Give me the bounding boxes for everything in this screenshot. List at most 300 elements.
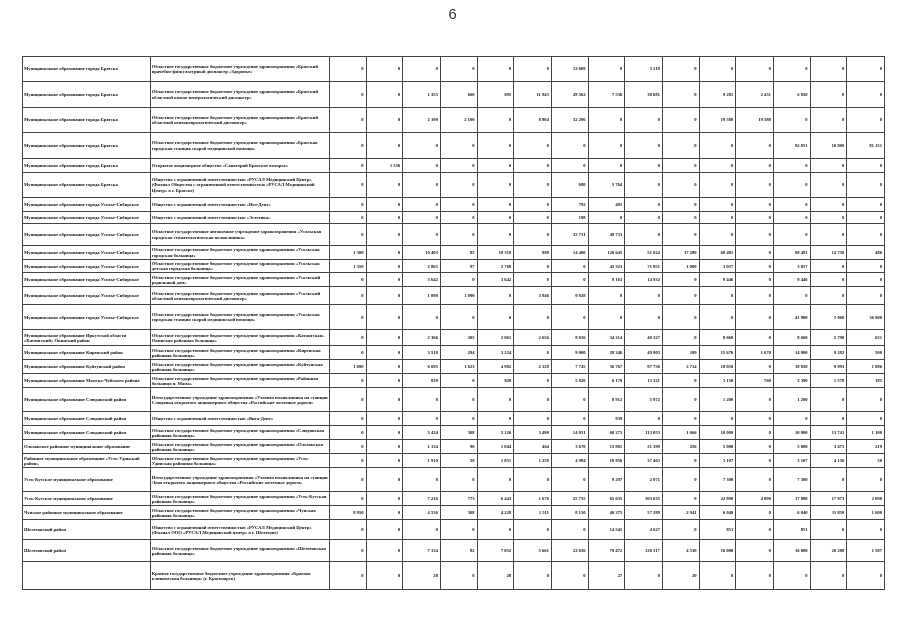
organization-cell: Областное государственное бюджетное учреждение здравоохранения «Шелеховская районная больница» [150,540,329,562]
value-cell: 12 669 [551,57,588,82]
value-cell: 0 [625,212,663,224]
value-cell: 1 200 [773,388,810,412]
value-cell: 2 366 [403,330,441,346]
value-cell: 9 928 [551,287,588,305]
value-cell: 68 481 [773,246,810,260]
value-cell: 0 [736,330,774,346]
value-cell: 0 [662,273,699,287]
value-cell: 0 [625,133,663,159]
value-cell: 0 [403,520,441,540]
value-cell: 0 [847,82,885,108]
value-cell: 0 [736,468,774,492]
value-cell: 13 741 [810,426,847,440]
table-row [23,82,885,108]
value-cell: 0 [847,388,885,412]
value-cell: 1 090 [403,287,441,305]
value-cell: 0 [662,330,699,346]
value-cell: 0 [625,159,663,173]
value-cell: 0 [736,198,774,212]
value-cell: 0 [329,133,366,159]
value-cell: 1 350 [329,260,366,273]
value-cell: 0 [736,159,774,173]
value-cell: 464 [514,440,552,454]
value-cell: 0 [773,224,810,246]
value-cell: 0 [366,273,403,287]
value-cell: 2 714 [662,360,699,374]
value-cell: 0 [551,388,588,412]
table-row [23,468,885,492]
value-cell: 0 [366,440,403,454]
value-cell: 1 910 [403,454,441,468]
value-cell: 0 [699,173,736,198]
value-cell: 3 150 [699,374,736,388]
value-cell: 500 [847,346,885,360]
value-cell: 305 [440,330,477,346]
organization-cell: Общество с ограниченной ответственностью «Вита-Дент» [150,412,329,426]
municipality-cell: Чунское районное муниципальное образование [23,506,151,520]
table-row [23,212,885,224]
value-cell: 1 676 [514,492,552,506]
value-cell: 19 580 [699,108,736,133]
value-cell: 3 490 [514,426,552,440]
value-cell: 0 [366,133,403,159]
value-cell: 0 [662,224,699,246]
value-cell: 0 [847,173,885,198]
value-cell: 2 071 [625,468,663,492]
organization-cell: Областное государственное бюджетное учреждение здравоохранения «Киренская районная больница» [150,346,329,360]
value-cell: 51 024 [625,246,663,260]
value-cell: 90 [440,440,477,454]
value-cell: 5 972 [625,388,663,412]
value-cell: 5 661 [514,540,552,562]
value-cell: 6 443 [477,492,514,506]
value-cell: 4 627 [625,520,663,540]
value-cell: 0 [699,212,736,224]
value-cell: 41 900 [773,305,810,330]
municipality-cell: Муниципальное образование города Усолье-Сибирское [23,273,151,287]
table-body [23,57,885,590]
value-cell: 792 [551,198,588,212]
value-cell: 0 [366,426,403,440]
value-cell: 37 280 [662,246,699,260]
value-cell: 16 000 [699,540,736,562]
value-cell: 3 518 [403,346,441,360]
table-row [23,492,885,506]
value-cell: 0 [699,287,736,305]
value-cell: 0 [625,412,663,426]
value-cell: 25 755 [551,492,588,506]
value-cell: 3 946 [514,287,552,305]
value-cell: 0 [329,82,366,108]
value-cell: 0 [514,198,552,212]
municipality-cell: Муниципальное образование города Братска [23,57,151,82]
value-cell: 1 134 [403,440,441,454]
table-row [23,224,885,246]
value-cell: 0 [440,159,477,173]
value-cell: 0 [810,412,847,426]
value-cell: 0 [773,108,810,133]
value-cell: 0 [366,108,403,133]
value-cell: 0 [366,374,403,388]
value-cell: 0 [477,224,514,246]
value-cell: 22 890 [699,492,736,506]
value-cell: 0 [366,360,403,374]
value-cell: 0 [625,173,663,198]
value-cell: 1 578 [810,374,847,388]
value-cell: 5 790 [810,330,847,346]
value-cell: 0 [403,412,441,426]
value-cell: 1 690 [329,360,366,374]
value-cell: 0 [736,360,774,374]
organization-cell: Общество с ограниченной ответственностью «Эстетика» [150,212,329,224]
value-cell: 8 150 [551,506,588,520]
value-cell: 0 [662,520,699,540]
organization-cell: Областное государственное бюджетное учреждение здравоохранения «Районная больница п. Мама» [150,374,329,388]
municipality-cell: Муниципальное образование города Усолье-Сибирское [23,260,151,273]
value-cell: 0 [329,492,366,506]
value-cell: 0 [366,82,403,108]
value-cell: 0 [847,468,885,492]
value-cell: 0 [773,159,810,173]
value-cell: 0 [514,468,552,492]
value-cell: 4 982 [477,360,514,374]
value-cell: 0 [514,212,552,224]
value-cell: 0 [514,273,552,287]
value-cell: 7 300 [699,468,736,492]
value-cell: 40 327 [625,330,663,346]
value-cell: 0 [366,173,403,198]
value-cell: 0 [810,173,847,198]
municipality-cell: Шелеховский район [23,520,151,540]
value-cell: 0 [440,374,477,388]
value-cell: 0 [403,159,441,173]
value-cell: 0 [588,159,625,173]
value-cell: 6 695 [403,360,441,374]
value-cell: 0 [551,412,588,426]
value-cell: 0 [847,287,885,305]
value-cell: 0 [588,133,625,159]
value-cell: 1 670 [736,346,774,360]
value-cell: 4 536 [403,506,441,520]
value-cell: 0 [329,108,366,133]
value-cell: 18 050 [699,360,736,374]
value-cell: 0 [773,212,810,224]
value-cell: 0 [662,454,699,468]
value-cell: 65 635 [588,492,625,506]
value-cell: 0 [588,108,625,133]
value-cell: 0 [736,173,774,198]
organization-cell: Общество с ограниченной ответственностью «РУСАЛ Медицинский Центр» (Филиал Общества с ограниченной ответственностью «РУСАЛ Медицинский Центр» в г. Братске) [150,173,329,198]
value-cell: 8 804 [514,108,552,133]
value-cell: 0 [366,305,403,330]
value-cell: 0 [847,212,885,224]
value-cell: 851 [773,520,810,540]
municipality-cell: Муниципальное образование города Усолье-Сибирское [23,224,151,246]
organization-cell: Областное государственное бюджетное учреждение здравоохранения «Усольская детская городская больница» [150,260,329,273]
value-cell: 0 [625,305,663,330]
value-cell: 0 [625,287,663,305]
value-cell: 1 006 [847,360,885,374]
municipality-cell: Муниципальное образование города Братска [23,82,151,108]
value-cell: 185 [847,374,885,388]
value-cell: 0 [329,173,366,198]
value-cell: 0 [366,492,403,506]
value-cell: 0 [403,57,441,82]
value-cell: 0 [662,57,699,82]
value-cell: 34 214 [588,330,625,346]
value-cell: 0 [366,412,403,426]
value-cell: 1 258 [514,454,552,468]
value-cell: 0 [366,287,403,305]
value-cell: 0 [736,506,774,520]
value-cell: 0 [440,468,477,492]
value-cell: 1 100 [847,426,885,440]
value-cell: 27 [588,562,625,590]
value-cell: 92 051 [773,133,810,159]
value-cell: 8 950 [329,506,366,520]
value-cell: 0 [736,540,774,562]
value-cell: 1 511 [514,506,552,520]
value-cell: 20 [662,562,699,590]
municipality-cell: Муниципальное образование Киренский район [23,346,151,360]
municipality-cell: Муниципальное образование города Усолье-Сибирское [23,212,151,224]
value-cell: 9 446 [773,273,810,287]
value-cell: 6 040 [699,506,736,520]
value-cell: 0 [662,133,699,159]
value-cell: 0 [662,388,699,412]
value-cell: 0 [329,287,366,305]
organization-cell: Областное государственное бюджетное учреждение здравоохранения «Братский областной психоневрологический диспансер» [150,108,329,133]
value-cell: 6 040 [773,506,810,520]
value-cell: 0 [440,412,477,426]
municipality-cell: Муниципальное образование города Усолье-Сибирское [23,198,151,212]
value-cell: 1 000 [662,260,699,273]
organization-cell: Областное государственное автономное учреждение здравоохранения «Усольская городская стоматологическая поликлиника» [150,224,329,246]
value-cell: 0 [736,287,774,305]
value-cell: 0 [699,198,736,212]
value-cell: 2 768 [477,260,514,273]
value-cell: 760 [736,374,774,388]
value-cell: 4 984 [551,454,588,468]
value-cell: 0 [551,562,588,590]
value-cell: 0 [403,133,441,159]
value-cell: 0 [662,159,699,173]
value-cell: 15 321 [625,374,663,388]
table-row [23,173,885,198]
value-cell: 0 [625,198,663,212]
value-cell: 109 [662,346,699,360]
table-row [23,108,885,133]
value-cell: 0 [810,82,847,108]
value-cell: 14 400 [551,246,588,260]
value-cell: 3 224 [477,346,514,360]
value-cell: 10 000 [773,426,810,440]
organization-cell: Областное государственное бюджетное учреждение здравоохранения «Куйтунская районная больница» [150,360,329,374]
value-cell: 0 [699,562,736,590]
organization-cell: Областное государственное бюджетное учреждение здравоохранения «Братская городская станция скорой медицинской помощи» [150,133,329,159]
table-row [23,520,885,540]
value-cell: 18 856 [588,454,625,468]
organization-cell: Общество с ограниченной ответственностью «РУСАЛ Медицинский Центр» (Филиал ООО «РУСАЛ Медицинский центр» в г. Шелехове) [150,520,329,540]
value-cell: 0 [329,346,366,360]
value-cell: 0 [366,198,403,212]
value-cell: 0 [736,246,774,260]
value-cell: 97 [440,260,477,273]
value-cell: 0 [662,212,699,224]
value-cell: 0 [736,273,774,287]
municipality-cell: Муниципальное образование города Усолье-Сибирское [23,305,151,330]
value-cell: 0 [329,198,366,212]
value-cell: 0 [477,412,514,426]
value-cell: 0 [736,454,774,468]
value-cell: 36 900 [847,305,885,330]
value-cell: 0 [810,388,847,412]
value-cell: 9 297 [588,468,625,492]
value-cell: 7 536 [588,82,625,108]
value-cell: 0 [773,198,810,212]
value-cell: 0 [403,198,441,212]
value-cell: 5 000 [699,440,736,454]
value-cell: 0 [699,57,736,82]
value-cell: 0 [329,440,366,454]
organization-cell: Областное государственное бюджетное учреждение здравоохранения «Усть-Кутская районная больница» [150,492,329,506]
value-cell: 0 [514,57,552,82]
value-cell: 49 733 [588,224,625,246]
table-row [23,198,885,212]
table-row [23,287,885,305]
value-cell: 0 [366,212,403,224]
municipality-cell [23,562,151,590]
value-cell: 0 [810,224,847,246]
value-cell: 28 [477,562,514,590]
value-cell: 0 [736,305,774,330]
value-cell: 4 800 [736,492,774,506]
value-cell: 0 [366,540,403,562]
value-cell: 7 216 [403,492,441,506]
value-cell: 50 [847,454,885,468]
value-cell: 1 556 [366,159,403,173]
organization-cell: Областное государственное бюджетное учреждение здравоохранения «Слюдянская районная больница» [150,426,329,440]
value-cell: 2 431 [736,82,774,108]
value-cell: 11 850 [810,506,847,520]
value-cell: 57 289 [625,506,663,520]
value-cell: 0 [810,198,847,212]
value-cell: 0 [477,468,514,492]
value-cell: 71 951 [625,260,663,273]
value-cell: 38 681 [625,82,663,108]
value-cell: 0 [329,520,366,540]
value-cell: 0 [662,82,699,108]
value-cell: 21 399 [625,440,663,454]
value-cell: 0 [736,520,774,540]
value-cell: 0 [736,260,774,273]
value-cell: 2 000 [847,492,885,506]
table-row [23,273,885,287]
value-cell: 19 580 [736,108,774,133]
value-cell: 4 136 [810,454,847,468]
value-cell: 0 [588,287,625,305]
value-cell: 486 [847,246,885,260]
value-cell: 36 767 [588,360,625,374]
organization-cell: Областное государственное бюджетное учреждение здравоохранения «Усольская городская больница» [150,246,329,260]
value-cell: 97 736 [625,360,663,374]
value-cell: 120 645 [588,246,625,260]
value-cell: 5 126 [477,426,514,440]
value-cell: 0 [551,159,588,173]
value-cell: 0 [699,305,736,330]
organization-cell: Открытое акционерное общество «Санаторий Братское взморье» [150,159,329,173]
value-cell: 0 [366,330,403,346]
value-cell: 0 [403,224,441,246]
organization-cell: Общество с ограниченной ответственностью «Нео-Дент» [150,198,329,212]
data-table [22,56,885,590]
value-cell: 0 [810,108,847,133]
value-cell: 60 273 [588,426,625,440]
table-row [23,506,885,520]
value-cell: 0 [810,287,847,305]
value-cell: 3 670 [551,440,588,454]
value-cell: 0 [329,273,366,287]
value-cell: 0 [440,520,477,540]
municipality-cell: Муниципальное образование города Братска [23,108,151,133]
value-cell: 0 [847,412,885,426]
municipality-cell: Муниципальное образование города Братска [23,173,151,198]
value-cell: 0 [847,562,885,590]
value-cell: 0 [625,562,663,590]
value-cell: 0 [736,440,774,454]
value-cell: 0 [477,287,514,305]
value-cell: 0 [514,305,552,330]
value-cell: 0 [736,412,774,426]
municipality-cell: Муниципальное образование Иркутской области «Катангский» Окинский район [23,330,151,346]
municipality-cell: Муниципальное образование Слюдянский район [23,426,151,440]
value-cell: 0 [329,388,366,412]
value-cell: 0 [514,520,552,540]
value-cell: 0 [736,224,774,246]
value-cell: 10 403 [403,246,441,260]
value-cell: 0 [699,133,736,159]
value-cell: 0 [440,198,477,212]
value-cell: 0 [440,273,477,287]
value-cell: 401 [588,198,625,212]
value-cell: 49 903 [625,346,663,360]
table-row [23,562,885,590]
value-cell: 82 [440,540,477,562]
value-cell: 0 [847,159,885,173]
value-cell: 16 000 [773,540,810,562]
value-cell: 0 [810,57,847,82]
value-cell: 28 [403,562,441,590]
value-cell: 0 [514,159,552,173]
municipality-cell: Шелеховский район [23,540,151,562]
table-row [23,540,885,562]
value-cell: 3 107 [773,454,810,468]
value-cell: 3 642 [403,273,441,287]
value-cell: 0 [440,388,477,412]
value-cell: 0 [773,57,810,82]
value-cell: 0 [514,173,552,198]
value-cell: 0 [477,520,514,540]
value-cell: 0 [514,412,552,426]
value-cell: 773 [440,492,477,506]
value-cell: 0 [662,287,699,305]
value-cell: 85 [440,246,477,260]
value-cell: 939 [588,412,625,426]
value-cell: 308 [440,426,477,440]
value-cell: 9 163 [588,273,625,287]
value-cell: 851 [699,520,736,540]
value-cell: 40 375 [588,506,625,520]
